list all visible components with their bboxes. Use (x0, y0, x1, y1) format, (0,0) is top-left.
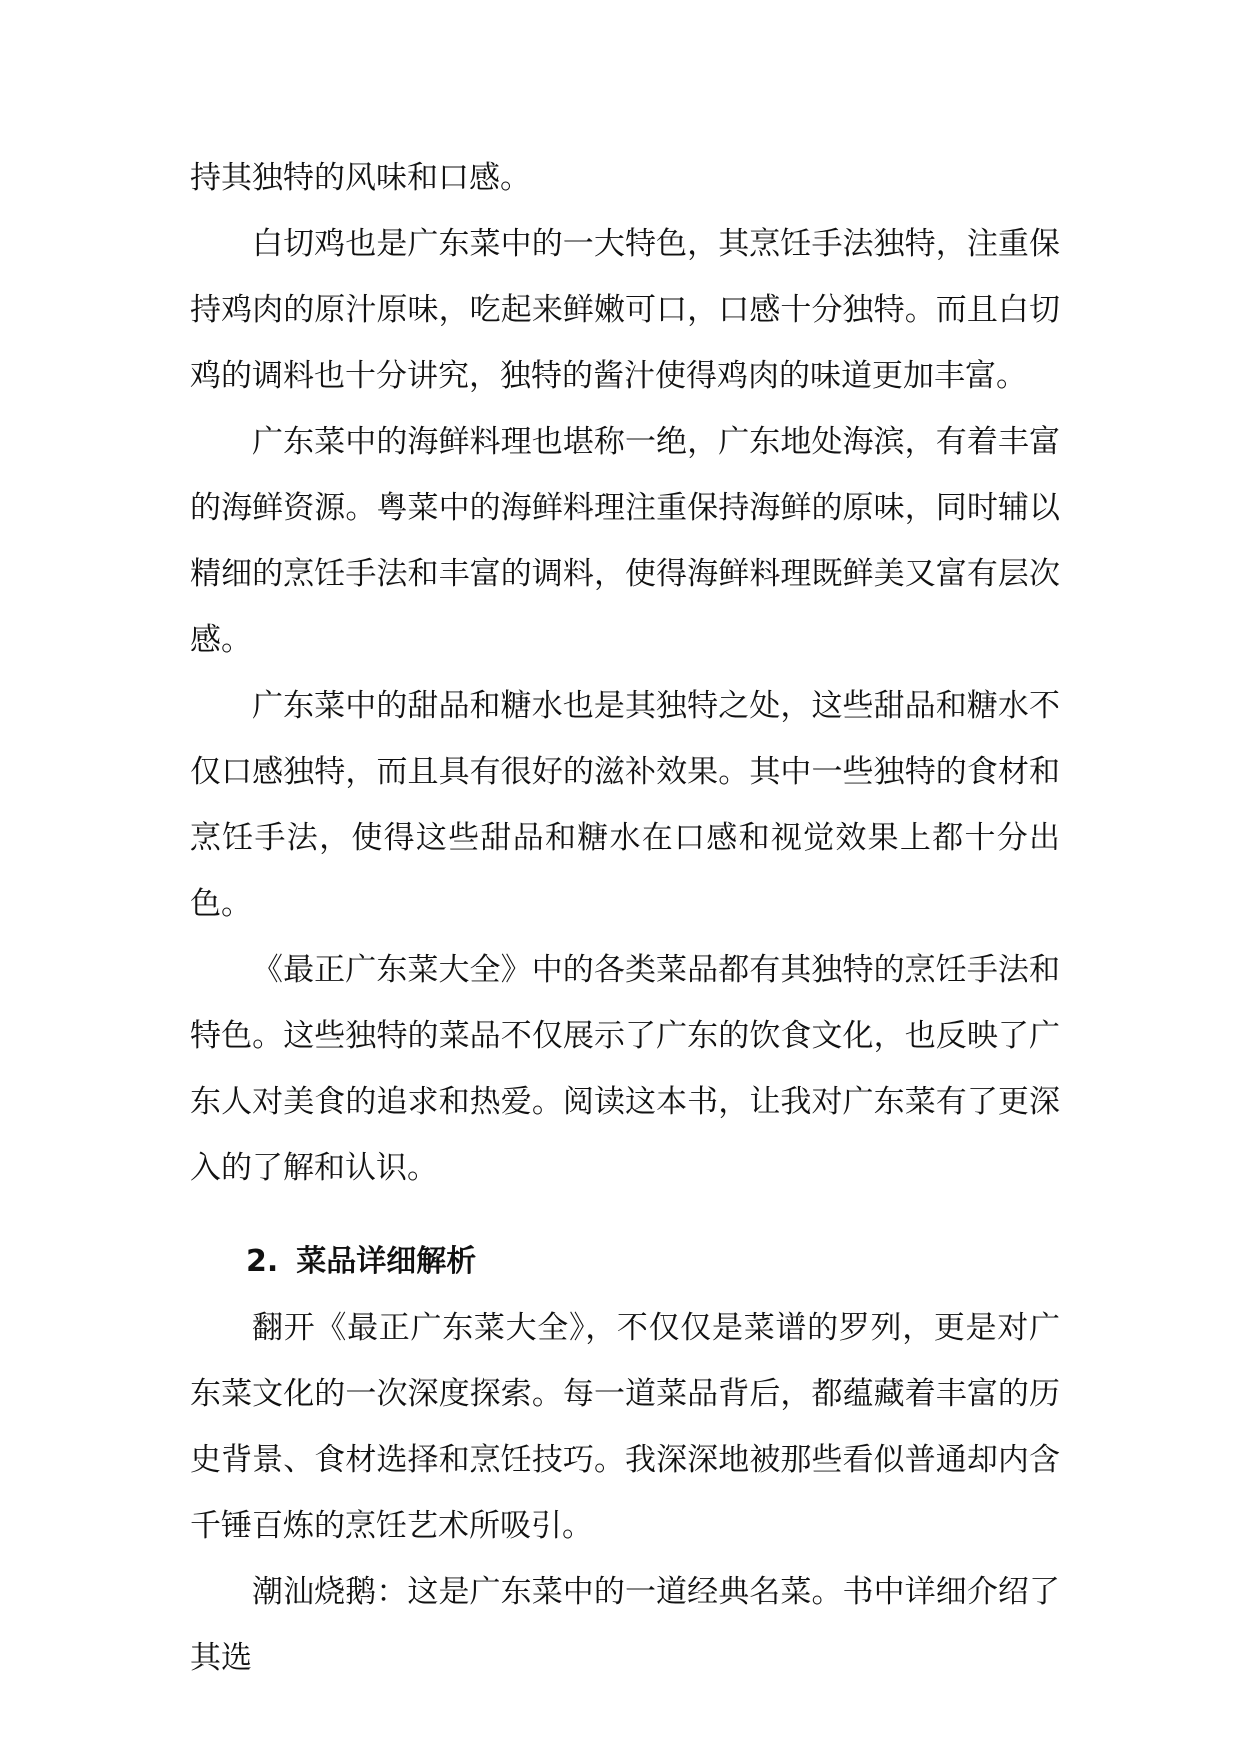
paragraph-intro: 翻开《最正广东菜大全》，不仅仅是菜谱的罗列，更是对广东菜文化的一次深度探索。每一道菜品背后，都蕴藏着丰富的历史背景、食材选择和烹饪技巧。我深深地被那些看似普通却内含千锤百炼的烹饪艺术所吸引。 (190, 1310, 1060, 1544)
section-heading (190, 1229, 1060, 1295)
paragraph-seafood: 广东菜中的海鲜料理也堪称一绝，广东地处海滨，有着丰富的海鲜资源。粤菜中的海鲜料理注重保持海鲜的原味，同时辅以精细的烹饪手法和丰富的调料，使得海鲜料理既鲜美又富有层次感。 (190, 424, 1060, 658)
section-number: 2. (246, 1244, 279, 1279)
document-body (190, 145, 1060, 1691)
paragraph-summary: 《最正广东菜大全》中的各类菜品都有其独特的烹饪手法和特色。这些独特的菜品不仅展示了广东的饮食文化，也反映了广东人对美食的追求和热爱。阅读这本书，让我对广东菜有了更深入的了解和认识。 (190, 952, 1060, 1186)
paragraph-white-cut-chicken: 白切鸡也是广东菜中的一大特色，其烹饪手法独特，注重保持鸡肉的原汁原味，吃起来鲜嫩可口，口感十分独特。而且白切鸡的调料也十分讲究，独特的酱汁使得鸡肉的味道更加丰富。 (190, 226, 1060, 394)
section-title: 菜品详细解析 (296, 1244, 477, 1279)
paragraph-desserts: 广东菜中的甜品和糖水也是其独特之处，这些甜品和糖水不仅口感独特，而且具有很好的滋补效果。其中一些独特的食材和烹饪手法，使得这些甜品和糖水在口感和视觉效果上都十分出色。 (190, 688, 1060, 922)
paragraph-roast-goose: 潮汕烧鹅：这是广东菜中的一道经典名菜。书中详细介绍了其选 (190, 1574, 1060, 1676)
paragraph-continuation: 持其独特的风味和口感。 (190, 160, 531, 196)
